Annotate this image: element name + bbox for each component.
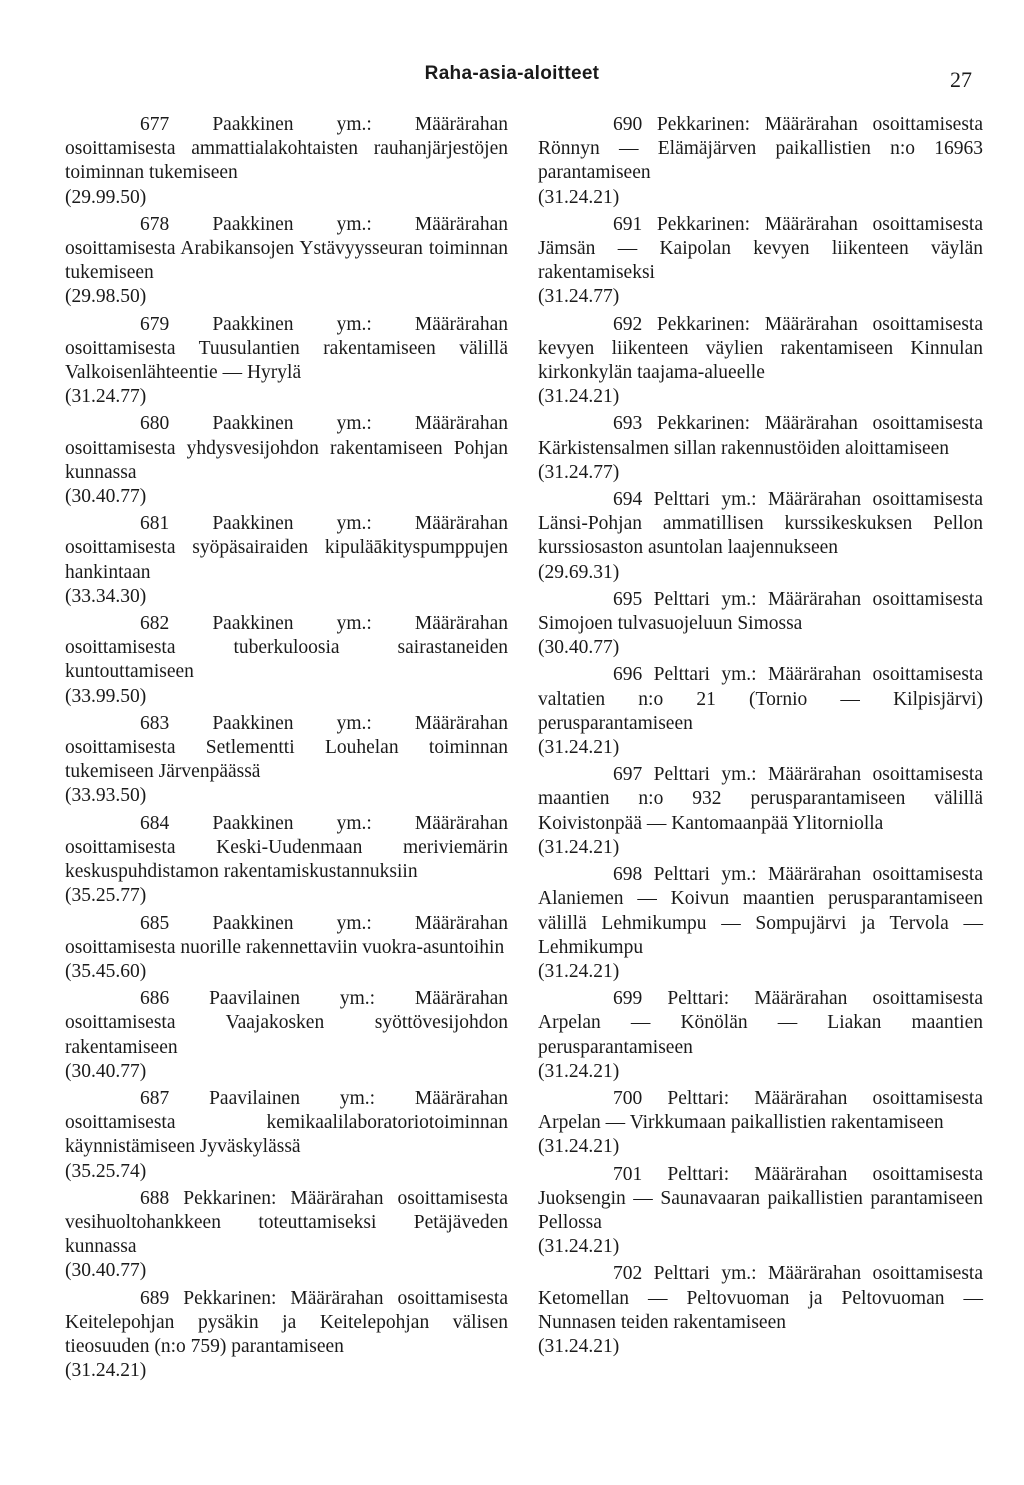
entry-code: (31.24.21) xyxy=(538,1060,620,1082)
entry-title: 690 Pekkarinen: Määrärahan osoittamisesta Rönnyn — Elämäjärven paikallistien n:o 16963 parantamiseen xyxy=(538,114,983,184)
entry-code: (29.99.50) xyxy=(65,186,147,208)
list-item xyxy=(65,612,508,709)
entry-code: (30.40.77) xyxy=(65,1260,147,1282)
entry-code: (31.24.77) xyxy=(65,386,147,408)
entry-code: (30.40.77) xyxy=(65,1060,147,1082)
entry-code: (30.40.77) xyxy=(65,486,147,508)
list-item xyxy=(65,512,508,609)
entry-title: 682 Paakkinen ym.: Määrärahan osoittamisesta tuberkuloosia sairastaneiden kuntouttamiseen xyxy=(65,613,508,683)
entry-code: (31.24.21) xyxy=(65,1360,147,1382)
list-item xyxy=(65,1287,508,1384)
entry-title: 688 Pekkarinen: Määrärahan osoittamisesta vesihuoltohankkeen toteuttamiseksi Petäjäveden kunnassa xyxy=(65,1187,508,1258)
entry-title: 679 Paakkinen ym.: Määrärahan osoittamisesta Tuusulantien rakentamiseen välillä Valkoisenlähteentie — Hyrylä xyxy=(65,313,508,384)
entry-code: (31.24.21) xyxy=(538,1136,620,1158)
entry-code: (33.93.50) xyxy=(65,785,147,807)
list-item xyxy=(538,213,983,310)
entry-title: 680 Paakkinen ym.: Määrärahan osoittamisesta yhdysvesijohdon rakentamiseen Pohjan kunnassa xyxy=(65,413,508,483)
entry-code: (33.99.50) xyxy=(65,685,147,707)
list-item xyxy=(65,812,508,909)
entry-code: (29.98.50) xyxy=(65,286,147,308)
list-item xyxy=(65,113,508,210)
entry-title: 678 Paakkinen ym.: Määrärahan osoittamisesta Arabikansojen Ystävyysseuran toiminnan tukemiseen xyxy=(65,213,508,284)
list-item xyxy=(65,412,508,509)
list-item xyxy=(538,863,983,984)
entry-code: (30.40.77) xyxy=(538,637,620,659)
entry-title: 699 Pelttari: Määrärahan osoittamisesta Arpelan — Könölän — Liakan maantien perusparantamiseen xyxy=(538,988,983,1058)
entry-code: (31.24.21) xyxy=(538,960,620,982)
entry-code: (33.34.30) xyxy=(65,585,147,607)
list-item xyxy=(65,712,508,809)
list-item xyxy=(538,488,983,585)
entry-title: 692 Pekkarinen: Määrärahan osoittamisesta kevyen liikenteen väylien rakentamiseen Kinnulan kirkonkylän taajama-alueelle xyxy=(538,313,983,384)
list-item xyxy=(538,1163,983,1260)
right-column xyxy=(538,113,983,1362)
entry-title: 698 Pelttari ym.: Määrärahan osoittamisesta Alaniemen — Koivun maantien perusparantamiseen välillä Lehmikumpu — Sompujärvi ja Tervola — Lehmikumpu xyxy=(538,864,983,958)
entry-title: 685 Paakkinen ym.: Määrärahan osoittamisesta nuorille rakennettaviin vuokra-asuntoihin xyxy=(65,912,508,958)
entry-title: 702 Pelttari ym.: Määrärahan osoittamisesta Ketomellan — Peltovuoman ja Peltovuoman — Nunnasen teiden rakentamiseen xyxy=(538,1263,983,1333)
running-title: Raha-asia-aloitteet xyxy=(424,63,600,84)
list-item xyxy=(538,763,983,860)
entry-title: 695 Pelttari ym.: Määrärahan osoittamisesta Simojoen tulvasuojeluun Simossa xyxy=(538,588,983,635)
entry-code: (35.25.77) xyxy=(65,885,147,907)
entry-title: 686 Paavilainen ym.: Määrärahan osoittamisesta Vaajakosken syöttövesijohdon rakentamiseen xyxy=(65,988,508,1058)
list-item xyxy=(65,1187,508,1284)
entry-title: 681 Paakkinen ym.: Määrärahan osoittamisesta syöpäsairaiden kipuläākityspumppujen hankintaan xyxy=(65,513,508,583)
list-item xyxy=(65,213,508,310)
entry-code: (31.24.21) xyxy=(538,1335,620,1357)
list-item xyxy=(65,1087,508,1184)
left-column xyxy=(65,113,508,1386)
entry-code: (31.24.77) xyxy=(538,286,620,308)
list-item xyxy=(538,1262,983,1359)
entry-title: 691 Pekkarinen: Määrärahan osoittamisesta Jämsän — Kaipolan kevyen liikenteen väylän rakentamiseksi xyxy=(538,213,983,284)
entry-title: 700 Pelttari: Määrärahan osoittamisesta Arpelan — Virkkumaan paikallistien rakentamiseen xyxy=(538,1087,983,1134)
entry-code: (31.24.21) xyxy=(538,386,620,408)
list-item xyxy=(538,412,983,485)
list-item xyxy=(65,987,508,1084)
list-item xyxy=(65,313,508,410)
entry-title: 683 Paakkinen ym.: Määrärahan osoittamisesta Setlementti Louhelan toiminnan tukemiseen Järvenpäässä xyxy=(65,712,508,783)
entry-title: 693 Pekkarinen: Määrärahan osoittamisesta Kärkistensalmen sillan rakennustöiden aloittamiseen xyxy=(538,413,983,459)
entry-title: 697 Pelttari ym.: Määrärahan osoittamisesta maantien n:o 932 perusparantamiseen välillä Koivistonpää — Kantomaanpää Ylitorniolla xyxy=(538,764,983,834)
entry-code: (31.24.21) xyxy=(538,186,620,208)
entry-code: (31.24.77) xyxy=(538,461,620,483)
entry-code: (35.25.74) xyxy=(65,1160,147,1182)
list-item xyxy=(538,1087,983,1160)
entry-title: 696 Pelttari ym.: Määrärahan osoittamisesta valtatien n:o 21 (Tornio — Kilpisjärvi) perusparantamiseen xyxy=(538,664,983,734)
entry-title: 701 Pelttari: Määrärahan osoittamisesta Juoksengin — Saunavaaran paikallistien parantamiseen Pellossa xyxy=(538,1163,983,1233)
entry-title: 689 Pekkarinen: Määrärahan osoittamisesta Keitelepohjan pysäkin ja Keitelepohjan välisen tieosuuden (n:o 759) parantamiseen xyxy=(65,1287,508,1357)
list-item xyxy=(538,987,983,1084)
entry-title: 694 Pelttari ym.: Määrärahan osoittamisesta Länsi-Pohjan ammatillisen kurssikeskuksen Pellon kurssiosaston asuntolan laajennukseen xyxy=(538,489,983,559)
page-number: 27 xyxy=(950,67,972,92)
list-item xyxy=(538,313,983,410)
entry-code: (29.69.31) xyxy=(538,561,620,583)
entry-title: 684 Paakkinen ym.: Määrärahan osoittamisesta Keski-Uudenmaan meriviemärin keskuspuhdistamon rakentamiskustannuksiin xyxy=(65,812,508,883)
entry-code: (31.24.21) xyxy=(538,737,620,759)
entry-code: (31.24.21) xyxy=(538,1236,620,1258)
entry-title: 687 Paavilainen ym.: Määrärahan osoittamisesta kemikaalilaboratoriotoiminnan käynnistämiseen Jyväskylässä xyxy=(65,1087,508,1158)
entry-code: (31.24.21) xyxy=(538,836,620,858)
entry-title: 677 Paakkinen ym.: Määrärahan osoittamisesta ammattialakohtaisten rauhanjärjestöjen toiminnan tukemiseen xyxy=(65,114,508,184)
list-item xyxy=(65,912,508,985)
list-item xyxy=(538,663,983,760)
list-item xyxy=(538,113,983,210)
list-item xyxy=(538,588,983,661)
entry-code: (35.45.60) xyxy=(65,960,147,982)
